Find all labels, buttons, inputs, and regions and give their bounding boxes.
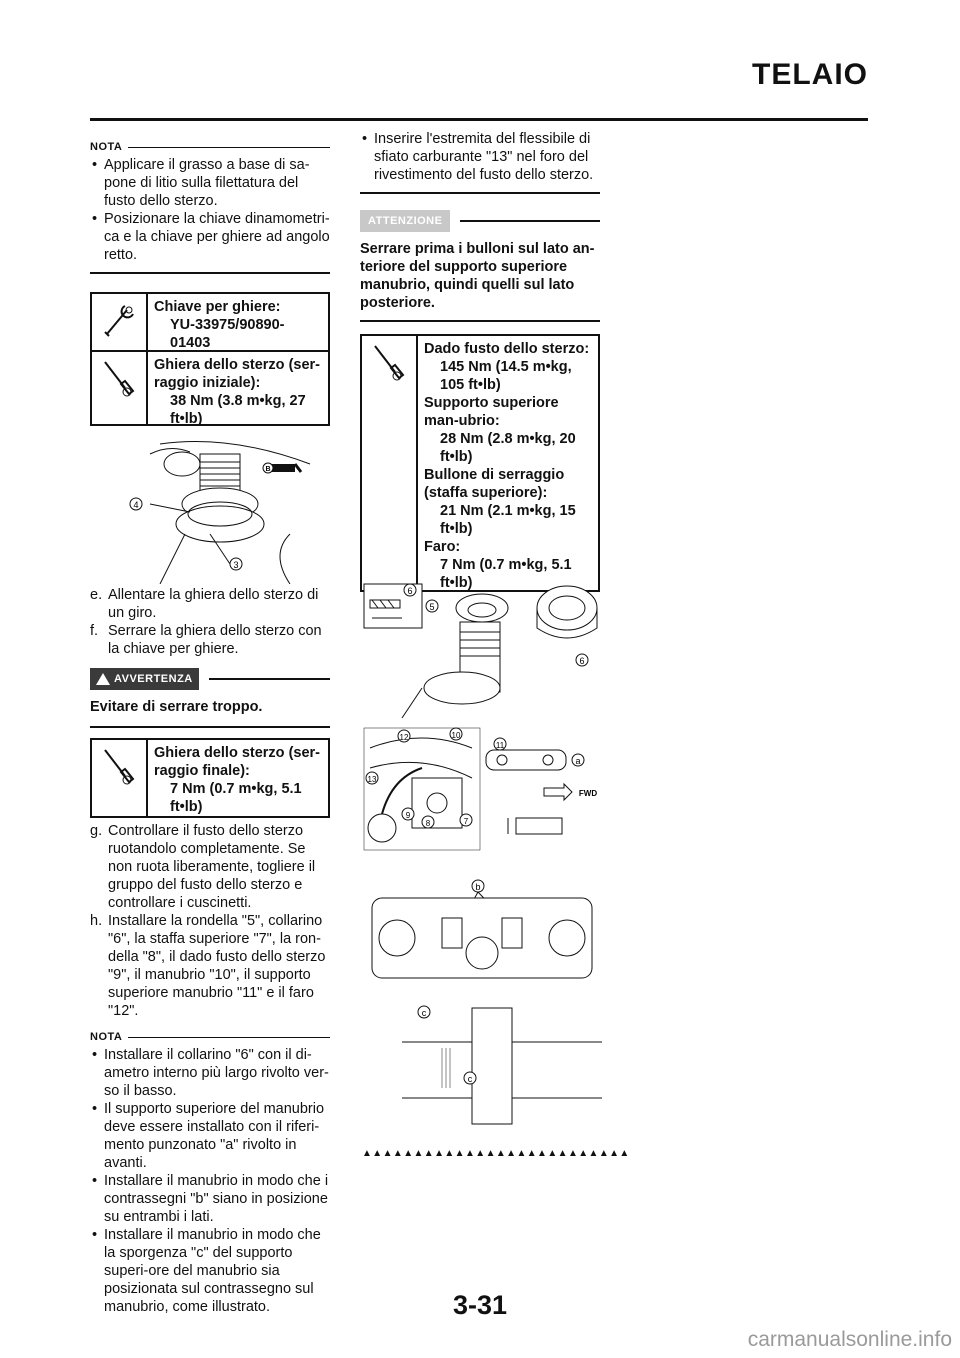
nota-heading: NOTA	[90, 1028, 330, 1046]
watermark: carmanualsonline.info	[747, 1328, 952, 1351]
figure-assembly	[362, 578, 602, 1144]
fwd-label: FWD	[578, 789, 598, 798]
list-item: g. Controllare il fusto dello sterzo ruotandolo completamente. Se non ruota liberamente, togliere il gruppo del fusto dello sterzo e controllare i cuscinetti.	[90, 823, 316, 911]
torque-wrench-icon	[92, 740, 148, 816]
right-column	[360, 130, 600, 592]
callout-12: 12	[399, 733, 409, 742]
torque-title: Bullone di serraggio (staffa superiore):	[424, 467, 565, 501]
list-item: • Posizionare la chiave dinamometri-ca e la chiave per ghiere ad angolo retto.	[90, 210, 330, 264]
torque-wrench-icon	[92, 352, 148, 424]
tool-title: Chiave per ghiere:	[154, 299, 281, 315]
callout-7: 7	[463, 817, 469, 826]
callout-8: 8	[425, 819, 431, 828]
warning-badge: AVVERTENZA	[90, 668, 199, 690]
warning-heading	[90, 668, 330, 690]
callout-6: 6	[579, 656, 585, 666]
torque-value: 7 Nm (0.7 m•kg, 5.1 ft•lb)	[440, 557, 572, 591]
svg-text:c: c	[467, 1074, 473, 1084]
nota-list	[90, 156, 330, 264]
bullet-list	[360, 130, 600, 184]
attention-text: Serrare prima i bulloni sul lato an-teriore del supporto superiore manubrio, quindi quelli sul lato posteriore.	[360, 241, 595, 311]
callout-c: c	[421, 1008, 427, 1018]
attention-heading	[360, 210, 600, 232]
divider	[90, 272, 330, 274]
list-item: • Installare il manubrio in modo che la sporgenza "c" del supporto superi-ore del manubrio sia posizionata sul contrassegno sul manubrio, come illustrato.	[90, 1226, 330, 1316]
section-end-marks: ▲▲▲▲▲▲▲▲▲▲▲▲▲▲▲▲▲▲▲▲▲▲▲▲▲▲	[362, 1148, 630, 1159]
callout-a: a	[575, 756, 581, 766]
tool-code: YU-33975/90890-01403	[170, 317, 285, 351]
left-column	[90, 138, 330, 1316]
page-title: TELAIO	[752, 58, 868, 91]
torque-title: Ghiera dello sterzo (ser-raggio finale):	[154, 745, 320, 779]
torque-spec-list	[360, 334, 600, 592]
divider	[360, 320, 600, 322]
callout-13: 13	[367, 775, 377, 784]
torque-title: Supporto superiore man-ubrio:	[424, 395, 559, 429]
torque-value: 28 Nm (2.8 m•kg, 20 ft•lb)	[440, 431, 576, 465]
torque-value: 145 Nm (14.5 m•kg, 105 ft•lb)	[440, 359, 572, 393]
torque-spec-final	[90, 738, 330, 818]
torque-title: Faro:	[424, 539, 461, 555]
divider	[360, 192, 600, 194]
torque-title: Dado fusto dello sterzo:	[424, 341, 590, 357]
warning-icon	[96, 673, 110, 685]
list-item: • Applicare il grasso a base di sa-pone di litio sulla filettatura del fusto dello sterzo.	[90, 156, 330, 210]
nota-list	[90, 1046, 330, 1316]
step-list	[90, 822, 330, 1020]
svg-text:B: B	[265, 466, 271, 473]
nota-heading: NOTA	[90, 138, 330, 156]
list-item: • Installare il collarino "6" con il di-ametro interno più largo rivolto ver-so il basso.	[90, 1046, 330, 1100]
torque-spec	[90, 352, 330, 426]
step-list	[90, 586, 330, 658]
attention-badge: ATTENZIONE	[360, 210, 450, 232]
list-item: f. Serrare la ghiera dello sterzo con la chiave per ghiere.	[90, 623, 322, 657]
callout-3: 3	[233, 560, 239, 570]
callout-6: 6	[407, 586, 413, 596]
callout-4: 4	[133, 500, 139, 510]
torque-value: 38 Nm (3.8 m•kg, 27 ft•lb)	[170, 393, 306, 427]
page-number: 3-31	[452, 1290, 508, 1320]
callout-b: b	[475, 882, 481, 892]
spec-table	[90, 292, 330, 426]
torque-value: 7 Nm (0.7 m•kg, 5.1 ft•lb)	[170, 781, 302, 815]
list-item: • Inserire l'estremita del flessibile di sfiato carburante "13" nel foro del rivestimento del fusto dello sterzo.	[360, 130, 600, 184]
list-item: e. Allentare la ghiera dello sterzo di un giro.	[90, 587, 319, 621]
list-item: h. Installare la rondella "5", collarino "6", la staffa superiore "7", la ron-della "8", il dado fusto dello sterzo "9", il manubrio "10", il supporto superiore manubrio "11" e il faro "12".	[90, 913, 326, 1019]
torque-wrench-icon	[362, 336, 418, 590]
callout-11: 11	[495, 741, 505, 750]
warning-text: Evitare di serrare troppo.	[90, 699, 263, 715]
wrench-icon	[92, 294, 148, 350]
header-rule	[90, 118, 868, 121]
figure-steering-nut	[90, 434, 330, 584]
callout-5: 5	[429, 602, 435, 612]
torque-value: 21 Nm (2.1 m•kg, 15 ft•lb)	[440, 503, 576, 537]
tool-spec	[90, 292, 330, 352]
callout-10: 10	[451, 731, 461, 740]
list-item: • Installare il manubrio in modo che i contrassegni "b" siano in posizione su entrambi i lati.	[90, 1172, 330, 1226]
callout-9: 9	[405, 811, 411, 820]
list-item: • Il supporto superiore del manubrio deve essere installato con il riferi-mento punzonato "a" rivolto in avanti.	[90, 1100, 330, 1172]
torque-title: Ghiera dello sterzo (ser-raggio iniziale):	[154, 357, 320, 391]
divider	[90, 726, 330, 728]
